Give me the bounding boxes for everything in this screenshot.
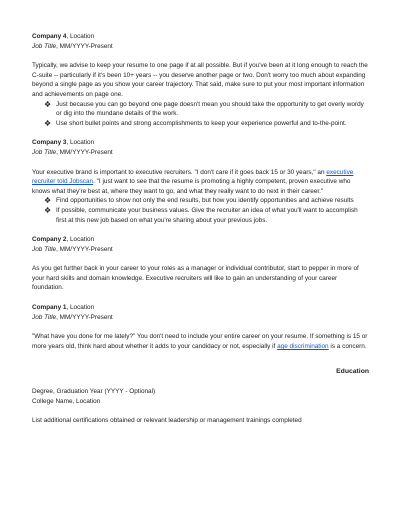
job-title: Job Title: [32, 42, 57, 50]
experience-entry-company-2: [32, 235, 369, 293]
bullet-text: Use short bullet points and strong accomplishments to keep your experience powerful and to-the-point.: [56, 119, 347, 127]
bullet-text: Just because you can go beyond one page doesn't mean you should take the opportunity to get overly wordy or dig into the mundane details of the work.: [56, 100, 364, 118]
bullet-list: [32, 196, 369, 225]
experience-entry-company-1: [32, 303, 369, 351]
job-dates: , MM/YYYY-Present: [56, 313, 113, 321]
job-title-line: [32, 313, 369, 323]
company-name: Company 3: [32, 139, 67, 147]
company-name: Company 4: [32, 33, 67, 40]
job-dates: , MM/YYYY-Present: [56, 245, 113, 253]
job-dates: , MM/YYYY-Present: [56, 42, 113, 50]
executive-recruiter-link[interactable]: executive recruiter told Jobscan: [32, 168, 354, 186]
diamond-bullet-icon: ❖: [44, 205, 52, 215]
job-title-line: [32, 148, 369, 158]
company-heading: [32, 32, 369, 42]
company-location: , Location: [66, 236, 95, 244]
entry-paragraph: Typically, we advise to keep your resume to one page if at all possible. But if you've been at it long enough to reach the C-suite -- particularly if it's been 10+ years -- you deserve another page or two. Don't worry too much about expanding beyond a single page as you show your career trajectory. That said, make sure to put your most important information and achievements on page one.: [32, 62, 368, 98]
paragraph-text: is a concern.: [328, 342, 367, 350]
bullet-text: If possible, communicate your business values. Give the recruiter an idea of what you'll want to accomplish first at this new job based on what you're sharing about your previous jobs.: [56, 206, 358, 224]
job-title-line: [32, 42, 369, 52]
education-section: [32, 387, 369, 426]
education-heading: Education: [336, 368, 369, 376]
degree-line: Degree, Graduation Year (YYYY - Optional): [32, 388, 156, 396]
diamond-bullet-icon: ❖: [44, 118, 52, 128]
bullet-item: [44, 119, 369, 129]
entry-paragraph: [32, 332, 369, 351]
job-title: Job Title: [32, 245, 57, 253]
entry-paragraph: As you get further back in your career to your roles as a manager or individual contributor, start to pepper in more of your hard skills and domain knowledge. Executive recruiters will like to gain an understanding of your career foundation.: [32, 265, 359, 292]
paragraph-text: Your executive brand is important to executive recruiters. "I don't care if it goes back 15 or 30 years," an: [32, 168, 327, 176]
experience-entry-company-3: [32, 138, 369, 225]
company-heading: [32, 138, 369, 148]
paragraph-text: . "I just want to see that the resume is promoting a highly competent, proven executive who knows what they're best at, where they want to go, and what they really want to do next in their career.": [32, 178, 351, 195]
bullet-text: Find opportunities to show not only the end results, but how you identify opportunities and achieve results: [56, 197, 354, 205]
company-location: , Location: [66, 33, 95, 40]
college-line: College Name, Location: [32, 397, 101, 405]
age-discrimination-link[interactable]: age discrimination: [277, 342, 329, 350]
company-name: Company 2: [32, 236, 67, 244]
company-location: , Location: [66, 139, 95, 147]
bullet-item: [44, 100, 369, 119]
certifications-line: List additional certifications obtained or relevant leadership or management trainings completed: [32, 417, 302, 425]
entry-paragraph: [32, 168, 369, 197]
company-name: Company 1: [32, 304, 67, 312]
job-title-line: [32, 245, 369, 255]
bullet-item: [44, 206, 369, 225]
company-location: , Location: [66, 304, 95, 312]
job-title: Job Title: [32, 313, 57, 321]
company-heading: [32, 235, 369, 245]
bullet-item: [44, 196, 369, 206]
bullet-list: [32, 100, 369, 129]
company-heading: [32, 303, 369, 313]
job-dates: , MM/YYYY-Present: [56, 148, 113, 156]
experience-entry-company-4: [32, 32, 369, 128]
diamond-bullet-icon: ❖: [44, 196, 52, 206]
paragraph-text: "What have you done for me lately?" You don't need to include your entire career on your resume. If something is 15 or more years old, think hard about whether it adds to your candidacy or not, especially if: [32, 333, 368, 350]
resume-page: [32, 32, 369, 426]
diamond-bullet-icon: ❖: [44, 99, 52, 109]
job-title: Job Title: [32, 148, 57, 156]
